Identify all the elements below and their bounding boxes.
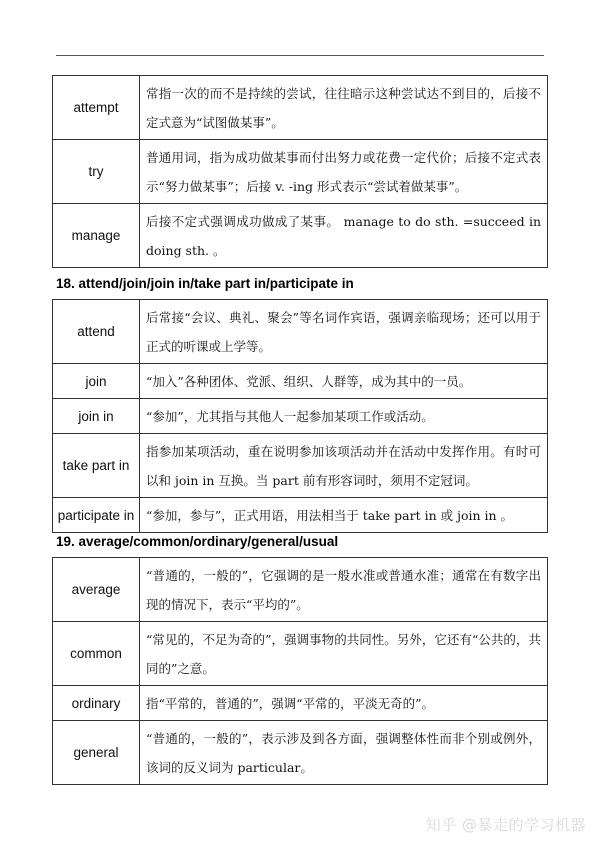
desc-cell: 指“平常的，普通的”，强调“平常的，平淡无奇的”。	[140, 686, 548, 721]
term-cell: take part in	[53, 434, 140, 498]
desc-cell: 常指一次的而不是持续的尝试，往往暗示这种尝试达不到目的，后接不定式意为“试图做某事”。	[140, 76, 548, 140]
desc-cell: 普通用词，指为成功做某事而付出努力或花费一定代价；后接不定式表示“努力做某事”；后接 v. -ing 形式表示“尝试着做某事”。	[140, 140, 548, 204]
table-row	[53, 686, 548, 721]
desc-cell: “常见的，不足为奇的”，强调事物的共同性。另外，它还有“公共的，共同的”之意。	[140, 622, 548, 686]
term-cell: attempt	[53, 76, 140, 140]
section-title-18: 18. attend/join/join in/take part in/participate in	[56, 276, 354, 291]
term-cell: ordinary	[53, 686, 140, 721]
table-row	[53, 558, 548, 622]
term-cell: try	[53, 140, 140, 204]
term-cell: join	[53, 364, 140, 399]
table-row	[53, 498, 548, 533]
section-title-19: 19. average/common/ordinary/general/usual	[56, 534, 339, 549]
vocab-table-1	[52, 75, 548, 268]
term-cell: common	[53, 622, 140, 686]
header-rule	[56, 55, 544, 56]
table-row	[53, 721, 548, 785]
desc-cell: 指参加某项活动，重在说明参加该项活动并在活动中发挥作用。有时可以和 join in 互换。当 part 前有形容词时，须用不定冠词。	[140, 434, 548, 498]
desc-cell: 后常接“会议、典礼、聚会”等名词作宾语，强调亲临现场；还可以用于正式的听课或上学等。	[140, 300, 548, 364]
table-row	[53, 622, 548, 686]
term-cell: attend	[53, 300, 140, 364]
term-cell: participate in	[53, 498, 140, 533]
term-cell: join in	[53, 399, 140, 434]
table-row	[53, 204, 548, 268]
term-cell: manage	[53, 204, 140, 268]
table-row	[53, 364, 548, 399]
desc-cell: “普通的，一般的”，表示涉及到各方面，强调整体性而非个别或例外，该词的反义词为 particular。	[140, 721, 548, 785]
table-row	[53, 300, 548, 364]
watermark: 知乎 @暴走的学习机器	[425, 816, 586, 834]
table-row	[53, 140, 548, 204]
table-row	[53, 76, 548, 140]
table-row	[53, 434, 548, 498]
desc-cell: “参加”，尤其指与其他人一起参加某项工作或活动。	[140, 399, 548, 434]
vocab-table-2	[52, 299, 548, 533]
term-cell: average	[53, 558, 140, 622]
table-row	[53, 399, 548, 434]
term-cell: general	[53, 721, 140, 785]
vocab-table-3	[52, 557, 548, 785]
desc-cell: “普通的，一般的”，它强调的是一般水准或普通水准；通常在有数字出现的情况下，表示“平均的”。	[140, 558, 548, 622]
desc-cell: “加入”各种团体、党派、组织、人群等，成为其中的一员。	[140, 364, 548, 399]
desc-cell: 后接不定式强调成功做成了某事。 manage to do sth. =succeed in doing sth. 。	[140, 204, 548, 268]
desc-cell: “参加，参与”，正式用语，用法相当于 take part in 或 join in 。	[140, 498, 548, 533]
